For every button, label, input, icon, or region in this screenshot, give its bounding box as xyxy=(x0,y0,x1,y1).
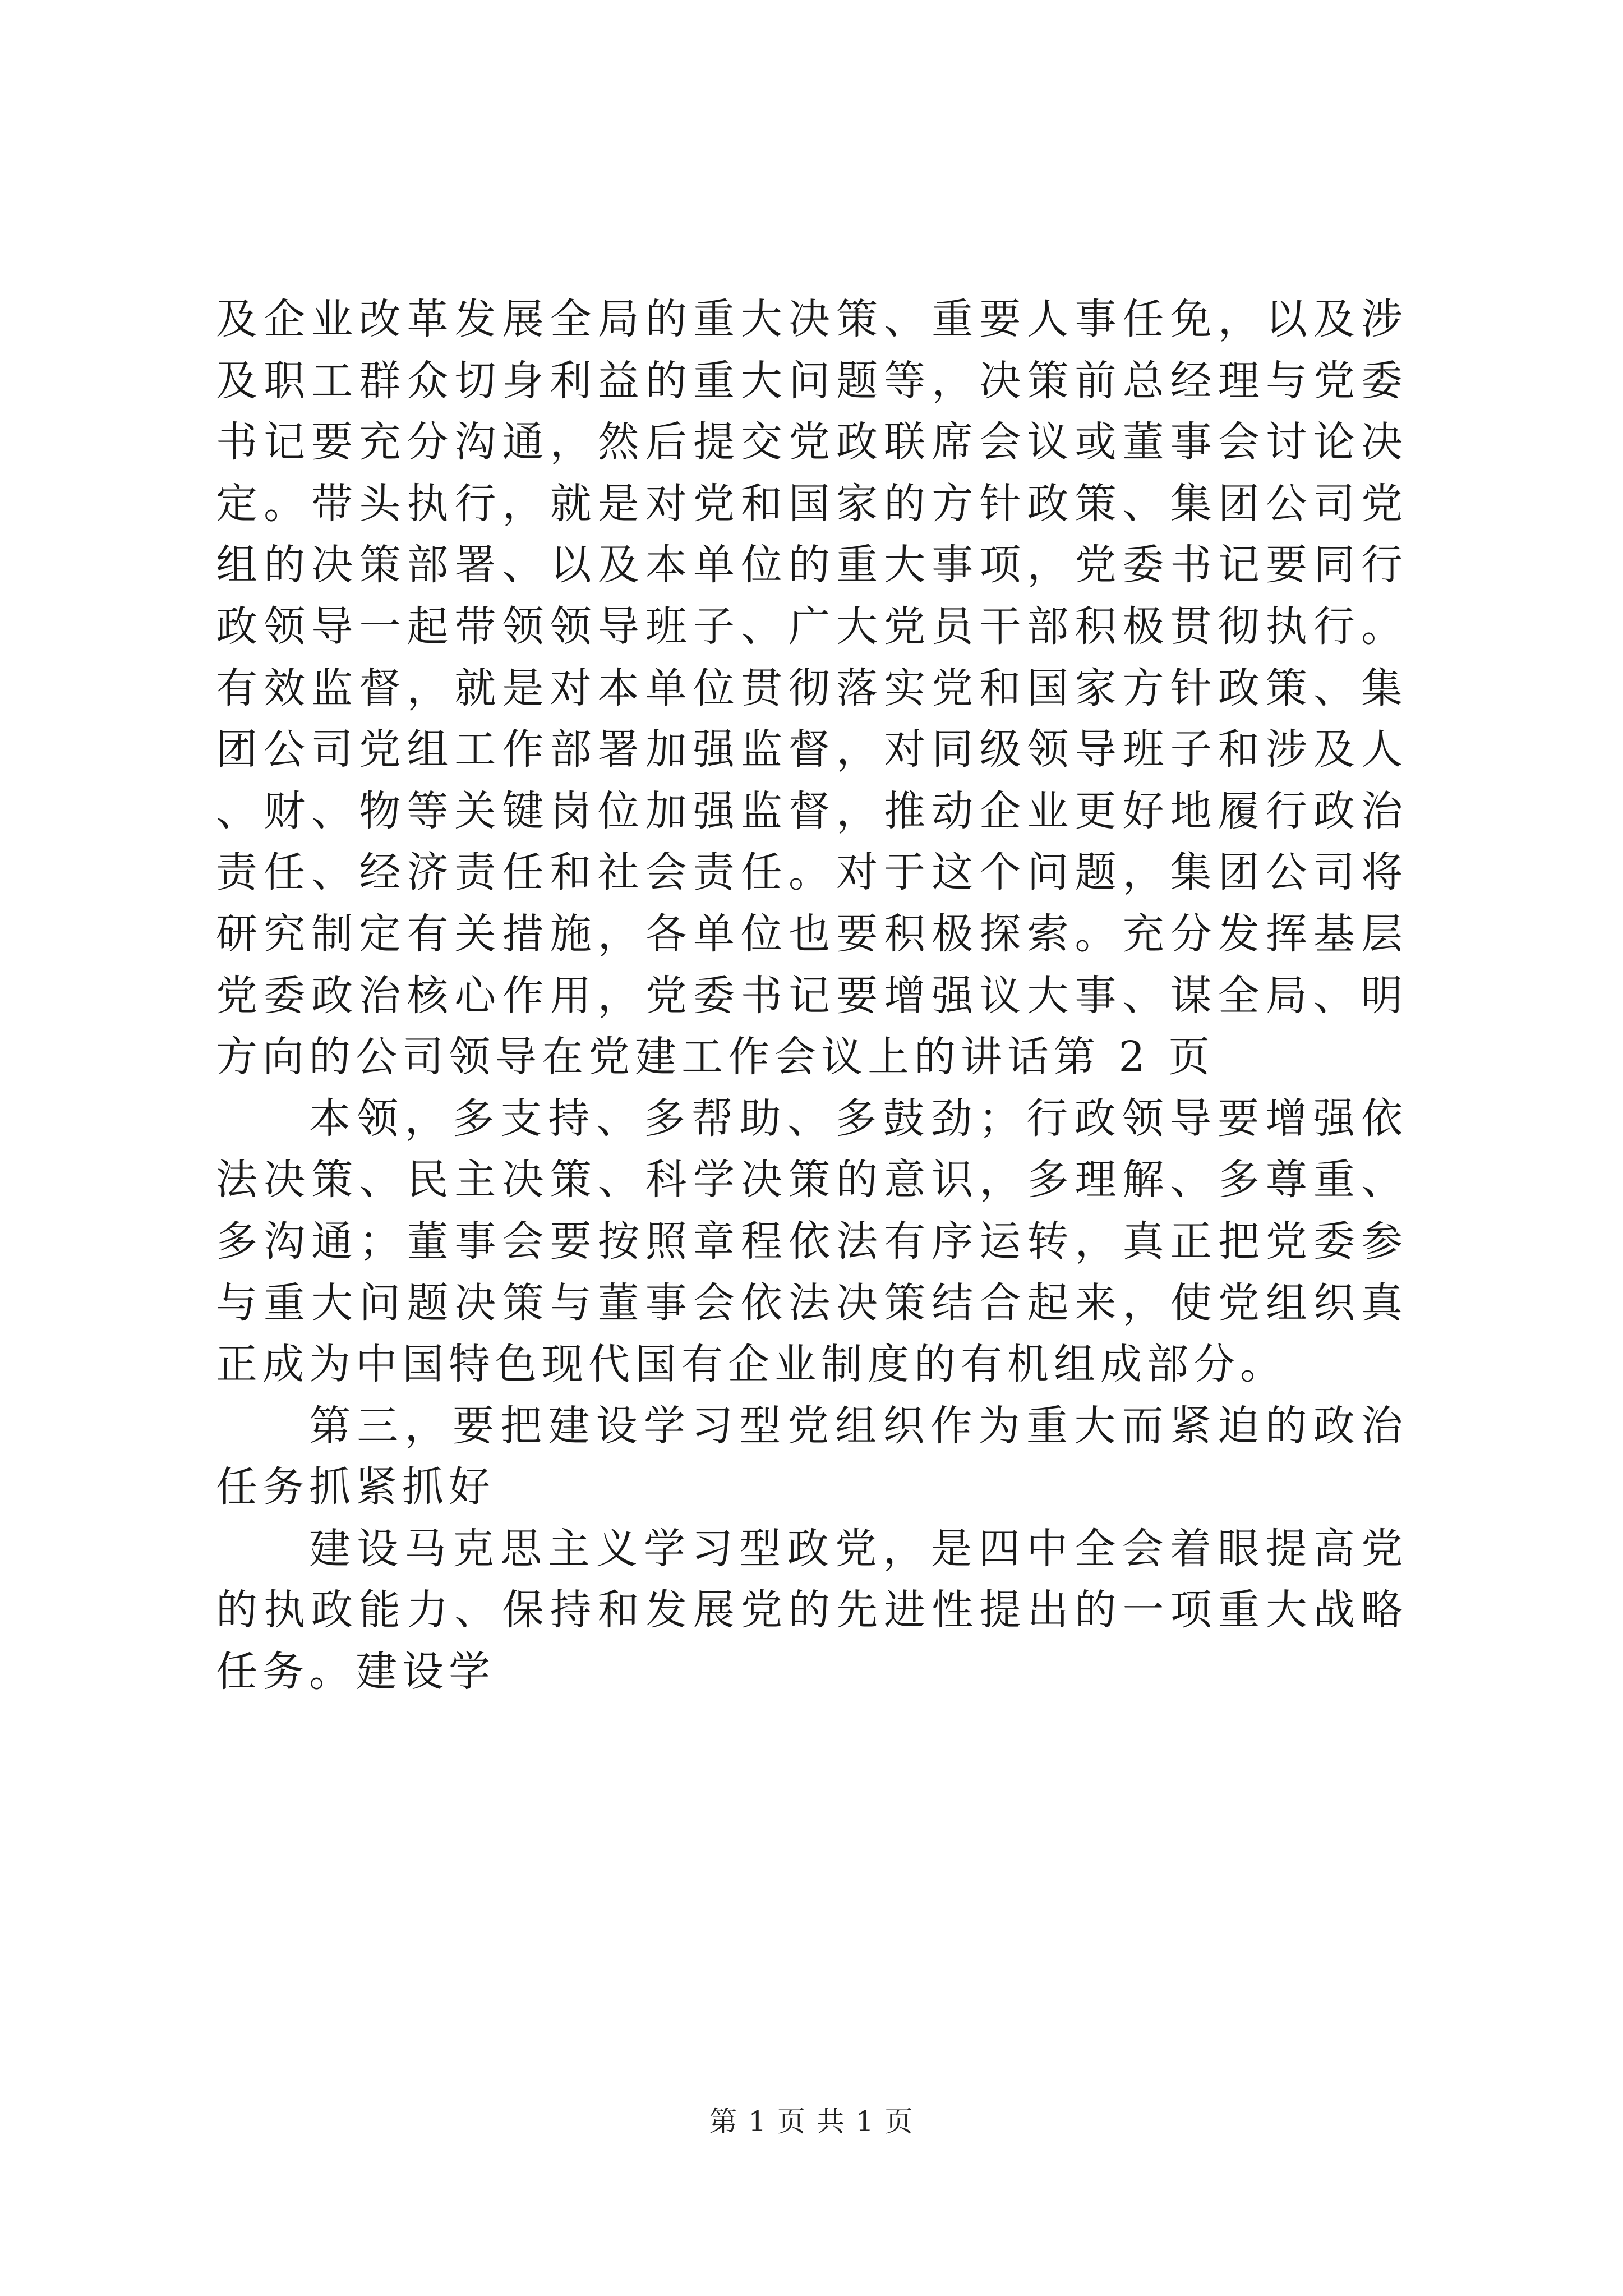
paragraph-leadership-skills: 本领，多支持、多帮助、多鼓劲；行政领导要增强依法决策、民主决策、科学决策的意识，多理解、多尊重、多沟通；董事会要按照章程依法有序运转，真正把党委参与重大问题决策与董事会依法决策结合起来，使党组织真正成为中国特色现代国有企业制度的有机组成部分。 xyxy=(216,1094,1408,1389)
section-heading-third: 第三，要把建设学习型党组织作为重大而紧迫的政治任务抓紧抓好 xyxy=(216,1401,1408,1512)
document-body xyxy=(216,289,1408,1703)
paragraph-continuation: 及企业改革发展全局的重大决策、重要人事任免，以及涉及职工群众切身利益的重大问题等，决策前总经理与党委书记要充分沟通，然后提交党政联席会议或董事会讨论决定。带头执行，就是对党和国家的方针政策、集团公司党组的决策部署、以及本单位的重大事项，党委书记要同行政领导一起带领领导班子、广大党员干部积极贯彻执行。有效监督，就是对本单位贯彻落实党和国家方针政策、集团公司党组工作部署加强监督，对同级领导班子和涉及人、财、物等关键岗位加强监督，推动企业更好地履行政治责任、经济责任和社会责任。对于这个问题，集团公司将研究制定有关措施，各单位也要积极探索。充分发挥基层党委政治核心作用，党委书记要增强议大事、谋全局、明方向的公司领导在党建工作会议上的讲话第 2 页 xyxy=(216,295,1408,1082)
paragraph-learning-party: 建设马克思主义学习型政党，是四中全会着眼提高党的执政能力、保持和发展党的先进性提出的一项重大战略任务。建设学 xyxy=(216,1524,1408,1696)
page-footer: 第 1 页 共 1 页 xyxy=(709,2105,914,2138)
